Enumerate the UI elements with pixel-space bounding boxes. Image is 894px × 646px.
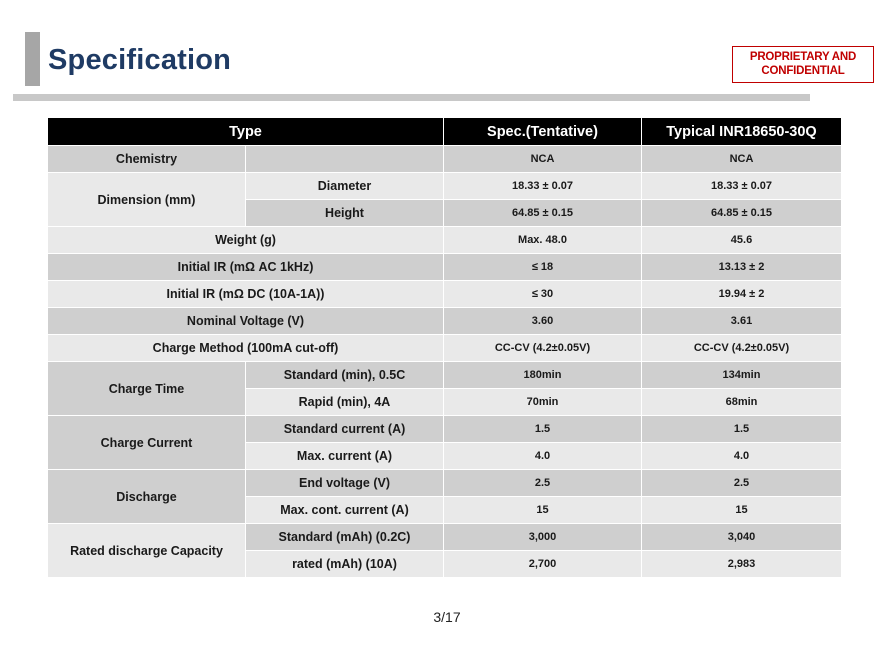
typical-value: CC-CV (4.2±0.05V) xyxy=(642,335,842,362)
stamp-line-1: PROPRIETARY AND xyxy=(749,51,857,63)
header-typical: Typical INR18650-30Q xyxy=(642,118,842,146)
table-row xyxy=(48,227,842,254)
typical-value: 15 xyxy=(642,497,842,524)
typical-value: 4.0 xyxy=(642,443,842,470)
typical-value: 64.85 ± 0.15 xyxy=(642,200,842,227)
row-label-ir-dc: Initial IR (mΩ DC (10A-1A)) xyxy=(48,281,444,308)
header-spec: Spec.(Tentative) xyxy=(444,118,642,146)
typical-value: 19.94 ± 2 xyxy=(642,281,842,308)
page-number: 3/17 xyxy=(433,609,461,625)
typical-value: 68min xyxy=(642,389,842,416)
page-title: Specification xyxy=(48,44,232,76)
spec-value: ≤ 30 xyxy=(444,281,642,308)
typical-value: 3,040 xyxy=(642,524,842,551)
stamp-line-2: CONFIDENTIAL xyxy=(761,64,845,77)
spec-value: 18.33 ± 0.07 xyxy=(444,173,642,200)
row-label-discharge: Discharge xyxy=(48,470,246,524)
typical-value: 18.33 ± 0.07 xyxy=(642,173,842,200)
spec-value: 3.60 xyxy=(444,308,642,335)
spec-value: 3,000 xyxy=(444,524,642,551)
row-sublabel-end-voltage: End voltage (V) xyxy=(246,470,444,497)
spec-table xyxy=(47,117,842,578)
header-type: Type xyxy=(48,118,444,146)
table-row xyxy=(48,416,842,443)
table-row xyxy=(48,362,842,389)
row-label-charge-current: Charge Current xyxy=(48,416,246,470)
row-label-charge-time: Charge Time xyxy=(48,362,246,416)
spec-value: 15 xyxy=(444,497,642,524)
row-sublabel-standard-current: Standard current (A) xyxy=(246,416,444,443)
row-sublabel-diameter: Diameter xyxy=(246,173,444,200)
row-sublabel-rated-capacity: rated (mAh) (10A) xyxy=(246,551,444,578)
table-row xyxy=(48,335,842,362)
row-sublabel-height: Height xyxy=(246,200,444,227)
spec-value: 4.0 xyxy=(444,443,642,470)
typical-value: 2,983 xyxy=(642,551,842,578)
row-label-ir-ac: Initial IR (mΩ AC 1kHz) xyxy=(48,254,444,281)
typical-value: 3.61 xyxy=(642,308,842,335)
row-sublabel-standard-charge-time: Standard (min), 0.5C xyxy=(246,362,444,389)
table-row xyxy=(48,146,842,173)
table-row xyxy=(48,308,842,335)
row-sublabel-standard-capacity: Standard (mAh) (0.2C) xyxy=(246,524,444,551)
title-divider xyxy=(13,94,810,101)
row-label-chemistry: Chemistry xyxy=(48,146,246,173)
row-label-nominal-voltage: Nominal Voltage (V) xyxy=(48,308,444,335)
spec-value: ≤ 18 xyxy=(444,254,642,281)
row-sublabel-max-cont-current: Max. cont. current (A) xyxy=(246,497,444,524)
spec-value: 2,700 xyxy=(444,551,642,578)
spec-value: 180min xyxy=(444,362,642,389)
typical-value: 134min xyxy=(642,362,842,389)
title-accent-bar xyxy=(25,32,40,86)
table-row xyxy=(48,173,842,200)
typical-value: NCA xyxy=(642,146,842,173)
row-label-capacity: Rated discharge Capacity xyxy=(48,524,246,578)
row-label-dimension: Dimension (mm) xyxy=(48,173,246,227)
typical-value: 45.6 xyxy=(642,227,842,254)
typical-value: 13.13 ± 2 xyxy=(642,254,842,281)
typical-value: 2.5 xyxy=(642,470,842,497)
table-header-row xyxy=(48,118,842,146)
row-sublabel-max-current: Max. current (A) xyxy=(246,443,444,470)
table-row xyxy=(48,254,842,281)
spec-value: Max. 48.0 xyxy=(444,227,642,254)
row-sublabel-rapid-charge-time: Rapid (min), 4A xyxy=(246,389,444,416)
row-sublabel-chemistry xyxy=(246,146,444,173)
spec-value: CC-CV (4.2±0.05V) xyxy=(444,335,642,362)
typical-value: 1.5 xyxy=(642,416,842,443)
spec-value: 2.5 xyxy=(444,470,642,497)
table-row xyxy=(48,281,842,308)
spec-value: 70min xyxy=(444,389,642,416)
spec-value: 1.5 xyxy=(444,416,642,443)
confidential-stamp xyxy=(732,46,874,83)
table-row xyxy=(48,524,842,551)
table-row xyxy=(48,470,842,497)
spec-value: 64.85 ± 0.15 xyxy=(444,200,642,227)
spec-value: NCA xyxy=(444,146,642,173)
row-label-charge-method: Charge Method (100mA cut-off) xyxy=(48,335,444,362)
row-label-weight: Weight (g) xyxy=(48,227,444,254)
